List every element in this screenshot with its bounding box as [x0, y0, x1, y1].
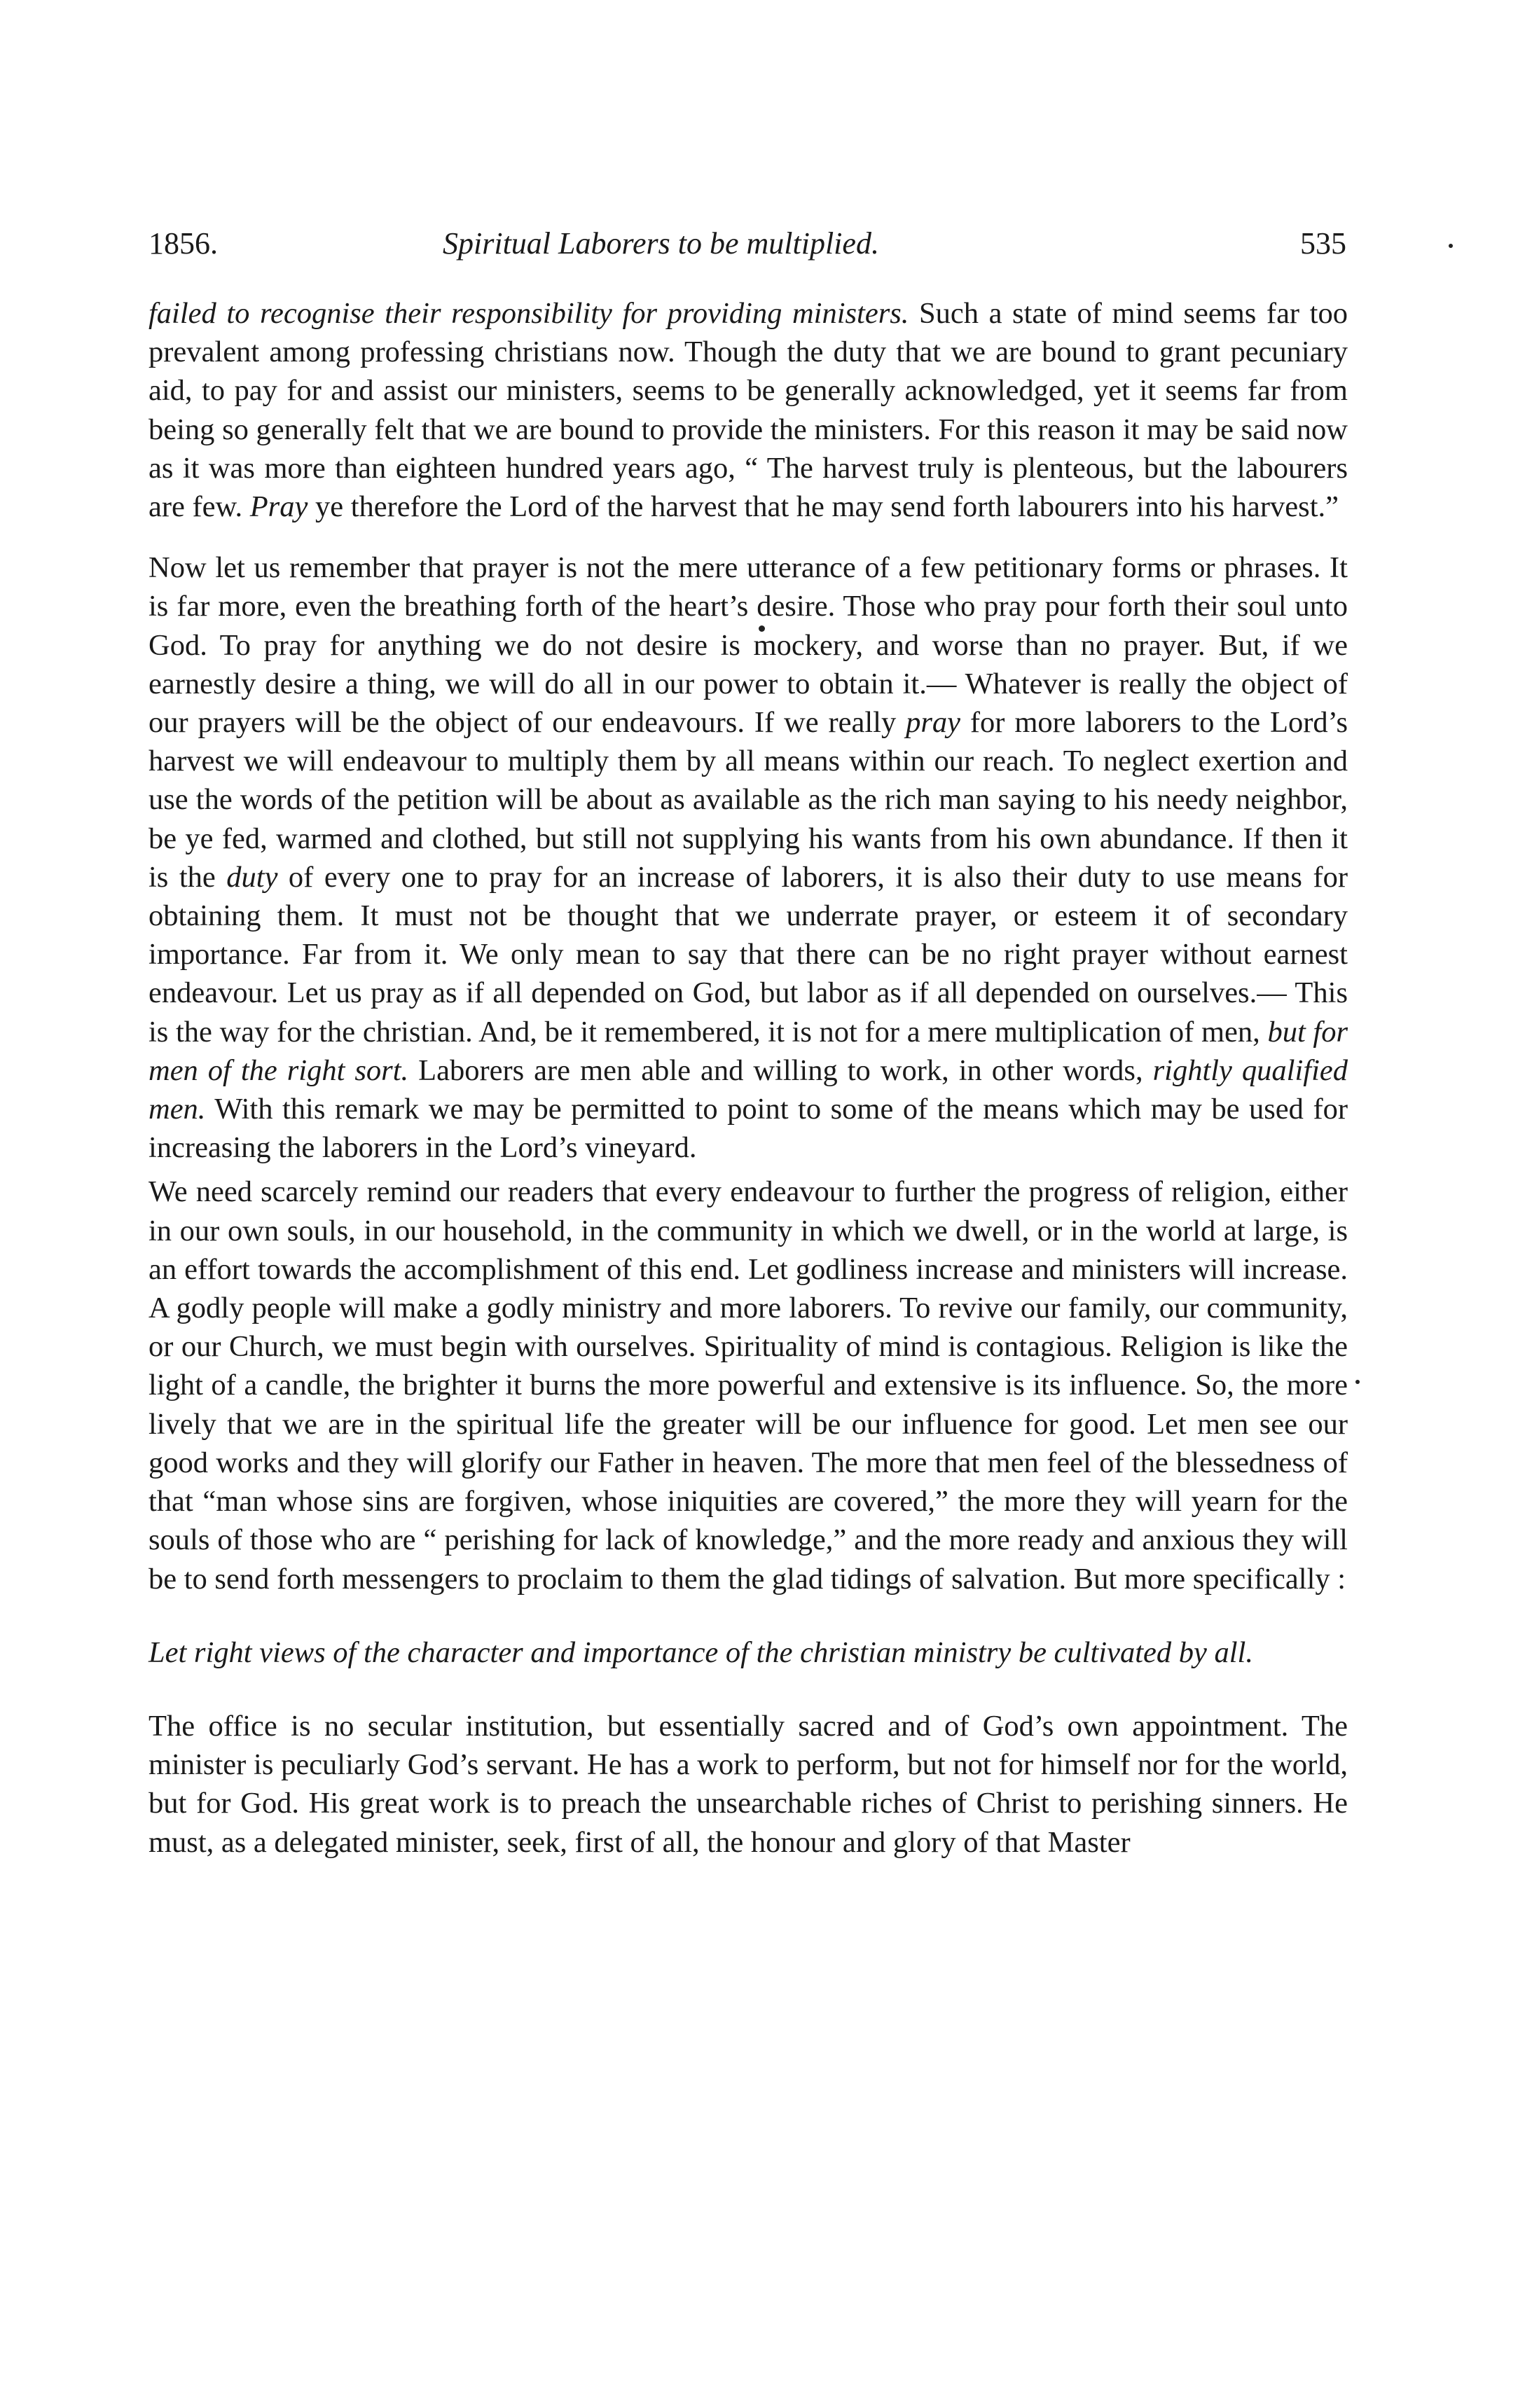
text-segment: With this remark we may be permitted to point to some of the means which may be used for increasing the laborers in the Lord’s vineyard. [149, 1093, 1348, 1165]
text-segment: pray [906, 706, 961, 740]
text-segment: but for men of the right sort. [149, 1015, 1348, 1087]
text-segment: rightly qualified men. [149, 1053, 1348, 1126]
text-segment: ye therefore the Lord of the harvest that he may send forth labourers into his harvest.” [308, 490, 1339, 524]
text-segment: Now let us remember that prayer is not the mere utterance of a few petitionary forms or phrases. It is far more, even the breathing forth of the heart’s desire. Those who pray pour forth their soul unto God. To pray for anything we do not desire is mockery, and worse than no prayer. But, if we earnestly desire a thing, we will do all in our power to obtain it.— Whatever is really the object of our prayers will be the object of our endeavours. If we really [149, 551, 1348, 740]
text-segment: Let right views of the character and importance of the christian ministry be cultivated by all. [149, 1635, 1253, 1669]
text-segment: of every one to pray for an increase of laborers, it is also their duty to use means for obtaining them. It must not be thought that we underrate prayer, or esteem it of secondary importance. Far from it. We only mean to say that there can be no right prayer without earnest endeavour. Let us pray as if all depended on God, but labor as if all depended on ourselves.— This is the way for the christian. And, be it remembered, it is not for a mere multiplication of men, [149, 860, 1348, 1049]
header-year: 1856. [149, 226, 218, 261]
paragraph-continued [149, 294, 1348, 526]
paragraph [149, 548, 1348, 1167]
running-head [149, 226, 1346, 275]
paragraph [149, 1172, 1348, 1598]
page-number: 535 [1300, 226, 1346, 261]
text-segment: Pray [249, 490, 308, 524]
text-segment: duty [226, 860, 278, 894]
text-segment: failed to recognise their responsibility for providing ministers. [149, 297, 909, 330]
text-segment: The office is no secular institution, but essentially sacred and of God’s own appointment. The minister is peculiarly God’s servant. He has a work to perform, but not for himself nor for the world, but for God. His great work is to preach the unsearchable riches of Christ to perishing sinners. He must, as a delegated minister, seek, first of all, the honour and glory of that Master [149, 1709, 1348, 1859]
section-heading [149, 1633, 1348, 1672]
text-segment: We need scarcely remind our readers that every endeavour to further the progress of religion, either in our own souls, in our household, in the community in which we dwell, or in the world at large, is an effort towards the accomplishment of this end. Let godliness increase and ministers will increase. A godly people will make a godly ministry and more laborers. To revive our family, our community, or our Church, we must begin with ourselves. Spirituality of mind is contagious. Religion is like the light of a candle, the brighter it burns the more powerful and extensive is its influence. So, the more lively that we are in the spiritual life the greater will be our influence for good. Let men see our good works and they will glorify our Father in heaven. The more that men feel of the blessedness of that “man whose sins are forgiven, whose iniquities are covered,” the more they will yearn for the souls of those who are “ perishing for lack of knowledge,” and the more ready and anxious they will be to send forth messengers to proclaim to them the glad tidings of salvation. But more specifically : [149, 1175, 1348, 1596]
text-segment: Such a state of mind seems far too prevalent among professing christians now. Though the duty that we are bound to grant pecuniary aid, to pay for and assist our ministers, seems to be generally acknowledged, yet it seems far from being so generally felt that we are bound to provide the ministers. For this reason it may be said now as it was more than eighteen hundred years ago, “ The harvest truly is plenteous, but the labourers are few. [149, 297, 1348, 524]
ink-speck [1355, 1380, 1360, 1384]
ink-speck [1449, 244, 1453, 248]
text-segment: Laborers are men able and willing to work, in other words, [408, 1053, 1153, 1087]
text-segment: for more laborers to the Lord’s harvest we will endeavour to multiply them by all means within our reach. To neglect exertion and use the words of the petition will be about as available as the rich man saying to his needy neighbor, be ye fed, warmed and clothed, but still not supplying his wants from his own abundance. If then it is the [149, 706, 1348, 894]
body-text [149, 294, 1348, 1862]
paragraph [149, 1707, 1348, 1862]
header-title: Spiritual Laborers to be multiplied. [443, 226, 879, 261]
